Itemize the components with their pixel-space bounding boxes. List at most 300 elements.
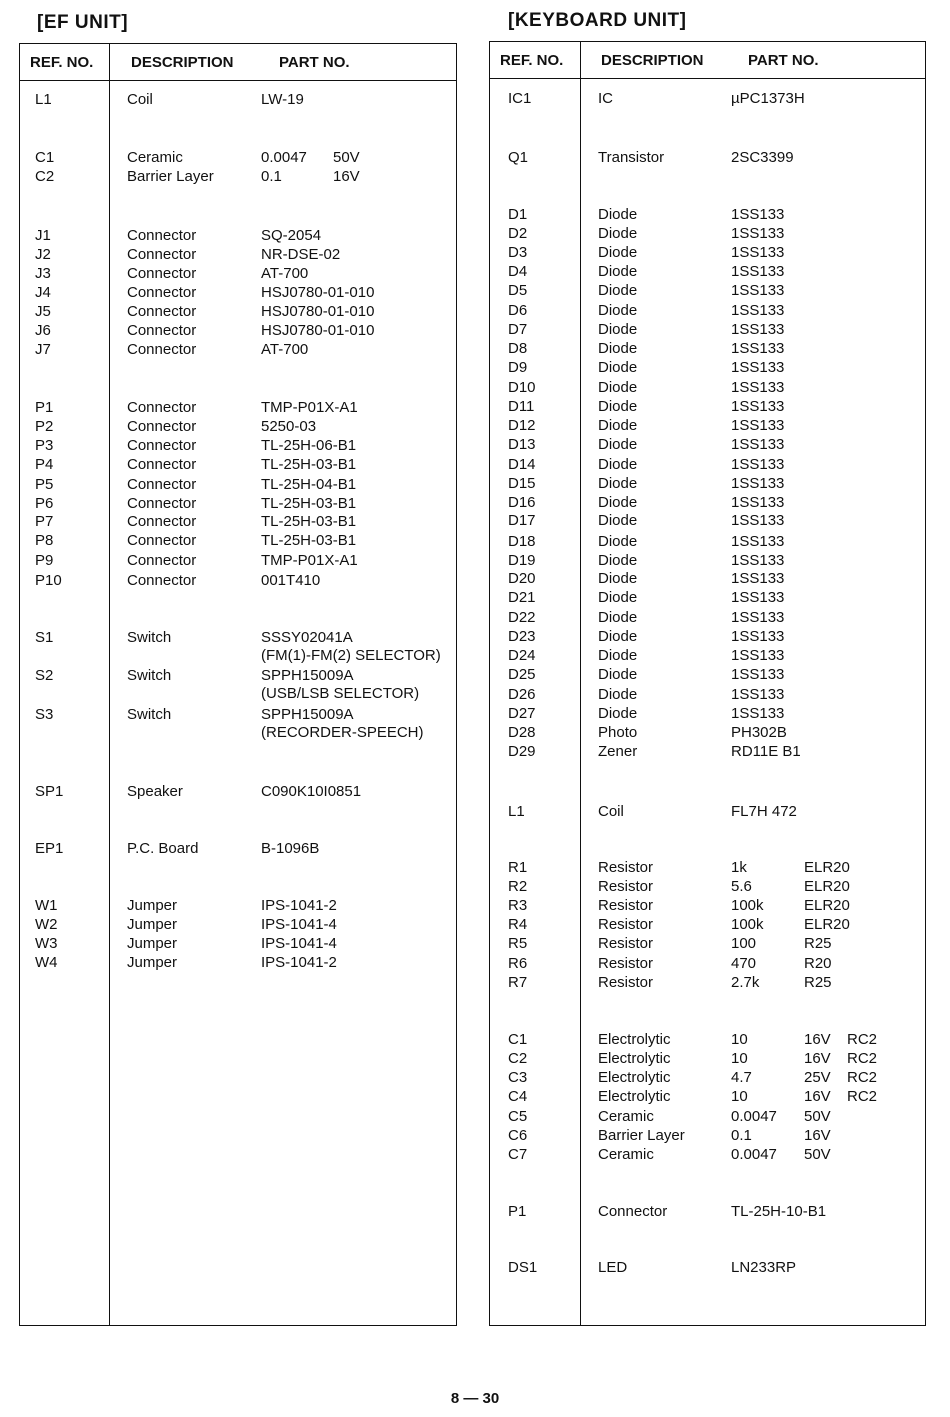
table-row bbox=[20, 646, 456, 665]
cell-part: TL-25H-03-B1 bbox=[261, 513, 357, 530]
cell-ref: R1 bbox=[508, 859, 528, 876]
table-row bbox=[490, 493, 925, 512]
kb-table-header bbox=[490, 42, 925, 79]
table-row bbox=[490, 896, 925, 915]
cell-part: AT-700 bbox=[261, 265, 309, 282]
cell-desc: Diode bbox=[598, 552, 638, 569]
cell-part: B-1096B bbox=[261, 840, 320, 857]
cell-ref: S3 bbox=[35, 706, 54, 723]
cell-desc: Connector bbox=[127, 495, 197, 512]
cell-desc: Diode bbox=[598, 340, 638, 357]
cell-part: (FM(1)-FM(2) SELECTOR) bbox=[261, 647, 441, 664]
kb-header-ref: REF. NO. bbox=[500, 52, 564, 69]
table-row bbox=[490, 569, 925, 588]
cell-desc: Diode bbox=[598, 302, 638, 319]
cell-desc: Electrolytic bbox=[598, 1031, 671, 1048]
cell-ref: D16 bbox=[508, 494, 536, 511]
table-row bbox=[20, 302, 456, 321]
cell-ref: P1 bbox=[35, 399, 54, 416]
table-row bbox=[490, 224, 925, 243]
table-row bbox=[490, 378, 925, 397]
cell-desc: Connector bbox=[127, 303, 197, 320]
cell-part: SPPH15009A bbox=[261, 706, 354, 723]
cell-part: 0.1 bbox=[731, 1127, 752, 1144]
cell-desc: Speaker bbox=[127, 783, 183, 800]
table-row bbox=[20, 475, 456, 494]
table-row bbox=[20, 90, 456, 109]
table-row bbox=[20, 953, 456, 972]
table-row bbox=[490, 1068, 925, 1087]
cell-ref: R3 bbox=[508, 897, 528, 914]
table-row bbox=[20, 571, 456, 590]
cell-ref: D23 bbox=[508, 628, 536, 645]
cell-part: 1SS133 bbox=[731, 628, 785, 645]
cell-part: PH302B bbox=[731, 724, 787, 741]
table-row bbox=[490, 301, 925, 320]
cell-v2: RC2 bbox=[847, 1088, 878, 1105]
table-row bbox=[490, 1030, 925, 1049]
cell-ref: P1 bbox=[508, 1203, 527, 1220]
cell-ref: IC1 bbox=[508, 90, 532, 107]
cell-part: 1SS133 bbox=[731, 436, 785, 453]
cell-part: HSJ0780-01-010 bbox=[261, 322, 375, 339]
cell-ref: J5 bbox=[35, 303, 51, 320]
cell-v1: R20 bbox=[804, 955, 832, 972]
cell-part: TMP-P01X-A1 bbox=[261, 552, 358, 569]
cell-desc: Switch bbox=[127, 706, 172, 723]
table-row bbox=[20, 915, 456, 934]
cell-ref: D2 bbox=[508, 225, 528, 242]
cell-part: 1SS133 bbox=[731, 570, 785, 587]
cell-part: SPPH15009A bbox=[261, 667, 354, 684]
cell-desc: Diode bbox=[598, 628, 638, 645]
cell-desc: Transistor bbox=[598, 149, 665, 166]
cell-ref: C5 bbox=[508, 1108, 528, 1125]
cell-part: 100k bbox=[731, 916, 764, 933]
cell-ref: D1 bbox=[508, 206, 528, 223]
cell-part: 1SS133 bbox=[731, 705, 785, 722]
ef-header-ref: REF. NO. bbox=[30, 54, 94, 71]
cell-part: 4.7 bbox=[731, 1069, 752, 1086]
cell-ref: C4 bbox=[508, 1088, 528, 1105]
ef-unit-table bbox=[19, 43, 457, 1326]
table-row bbox=[490, 1107, 925, 1126]
cell-v1: 16V bbox=[804, 1088, 831, 1105]
table-row bbox=[490, 455, 925, 474]
cell-ref: D14 bbox=[508, 456, 536, 473]
table-row bbox=[490, 1202, 925, 1221]
cell-ref: D28 bbox=[508, 724, 536, 741]
cell-desc: Diode bbox=[598, 359, 638, 376]
cell-ref: P4 bbox=[35, 456, 54, 473]
cell-desc: Resistor bbox=[598, 878, 654, 895]
table-row bbox=[490, 685, 925, 704]
cell-ref: J2 bbox=[35, 246, 51, 263]
table-row bbox=[490, 397, 925, 416]
cell-part: LW-19 bbox=[261, 91, 304, 108]
cell-part: IPS-1041-2 bbox=[261, 954, 337, 971]
table-row bbox=[20, 283, 456, 302]
cell-part: 1SS133 bbox=[731, 666, 785, 683]
cell-desc: Connector bbox=[127, 513, 197, 530]
cell-part: 1SS133 bbox=[731, 686, 785, 703]
cell-part: 1SS133 bbox=[731, 206, 785, 223]
cell-ref: S2 bbox=[35, 667, 54, 684]
table-row bbox=[20, 684, 456, 703]
table-row bbox=[490, 954, 925, 973]
cell-v1: 50V bbox=[804, 1146, 831, 1163]
cell-ref: P2 bbox=[35, 418, 54, 435]
cell-part: 1SS133 bbox=[731, 244, 785, 261]
cell-desc: Diode bbox=[598, 206, 638, 223]
cell-ref: W1 bbox=[35, 897, 58, 914]
cell-ref: J1 bbox=[35, 227, 51, 244]
cell-desc: Jumper bbox=[127, 916, 178, 933]
cell-part: 10 bbox=[731, 1050, 748, 1067]
table-row bbox=[490, 858, 925, 877]
cell-ref: C7 bbox=[508, 1146, 528, 1163]
table-row bbox=[490, 1126, 925, 1145]
cell-ref: Q1 bbox=[508, 149, 529, 166]
cell-desc: IC bbox=[598, 90, 613, 107]
cell-desc: Barrier Layer bbox=[127, 168, 214, 185]
cell-part: 1SS133 bbox=[731, 379, 785, 396]
cell-desc: Switch bbox=[127, 667, 172, 684]
cell-ref: R4 bbox=[508, 916, 528, 933]
keyboard-unit-table bbox=[489, 41, 926, 1326]
cell-part: C090K10I0851 bbox=[261, 783, 362, 800]
cell-ref: D8 bbox=[508, 340, 528, 357]
cell-desc: Resistor bbox=[598, 974, 654, 991]
cell-ref: C1 bbox=[508, 1031, 528, 1048]
cell-ref: D18 bbox=[508, 533, 536, 550]
cell-v1: R25 bbox=[804, 935, 832, 952]
cell-part: 001T410 bbox=[261, 572, 321, 589]
cell-v1: ELR20 bbox=[804, 859, 850, 876]
cell-desc: Connector bbox=[127, 437, 197, 454]
cell-ref: R2 bbox=[508, 878, 528, 895]
table-row bbox=[490, 474, 925, 493]
cell-part: 1SS133 bbox=[731, 417, 785, 434]
cell-ref: D24 bbox=[508, 647, 536, 664]
cell-part: 1SS133 bbox=[731, 512, 785, 529]
ef-header-part-no: PART NO. bbox=[279, 54, 350, 71]
cell-ref: D17 bbox=[508, 512, 536, 529]
table-row bbox=[490, 89, 925, 108]
cell-ref: L1 bbox=[508, 803, 525, 820]
cell-ref: C1 bbox=[35, 149, 55, 166]
table-row bbox=[20, 455, 456, 474]
table-row bbox=[20, 512, 456, 531]
cell-part: 0.0047 bbox=[261, 149, 307, 166]
cell-ref: C2 bbox=[35, 168, 55, 185]
kb-header-description: DESCRIPTION bbox=[601, 52, 704, 69]
cell-part: IPS-1041-4 bbox=[261, 916, 337, 933]
cell-part: 2SC3399 bbox=[731, 149, 794, 166]
cell-v1: 50V bbox=[804, 1108, 831, 1125]
cell-desc: Electrolytic bbox=[598, 1069, 671, 1086]
cell-part: TL-25H-03-B1 bbox=[261, 495, 357, 512]
cell-ref: D9 bbox=[508, 359, 528, 376]
cell-desc: Connector bbox=[127, 246, 197, 263]
cell-ref: D15 bbox=[508, 475, 536, 492]
cell-ref: D11 bbox=[508, 398, 535, 415]
table-row bbox=[490, 1258, 925, 1277]
cell-part: 1SS133 bbox=[731, 282, 785, 299]
cell-desc: Connector bbox=[127, 284, 197, 301]
cell-part: 1SS133 bbox=[731, 475, 785, 492]
cell-ref: D5 bbox=[508, 282, 528, 299]
cell-part: HSJ0780-01-010 bbox=[261, 303, 375, 320]
cell-part: NR-DSE-02 bbox=[261, 246, 341, 263]
cell-desc: Zener bbox=[598, 743, 638, 760]
table-row bbox=[490, 1145, 925, 1164]
table-row bbox=[20, 417, 456, 436]
cell-v1: 16V bbox=[804, 1127, 831, 1144]
cell-ref: D13 bbox=[508, 436, 536, 453]
ef-header-description: DESCRIPTION bbox=[131, 54, 234, 71]
table-row bbox=[490, 358, 925, 377]
cell-part: 470 bbox=[731, 955, 757, 972]
cell-part: 1SS133 bbox=[731, 589, 785, 606]
table-row bbox=[490, 435, 925, 454]
cell-part: 1SS133 bbox=[731, 340, 785, 357]
table-row bbox=[490, 627, 925, 646]
table-row bbox=[490, 802, 925, 821]
cell-desc: Photo bbox=[598, 724, 638, 741]
cell-ref: P10 bbox=[35, 572, 62, 589]
table-row bbox=[20, 148, 456, 167]
cell-desc: Ceramic bbox=[598, 1108, 654, 1125]
cell-part: 1SS133 bbox=[731, 302, 785, 319]
cell-v2: RC2 bbox=[847, 1069, 878, 1086]
cell-ref: S1 bbox=[35, 629, 54, 646]
ef-unit-title: [EF UNIT] bbox=[37, 12, 129, 33]
cell-part: 1SS133 bbox=[731, 533, 785, 550]
table-row bbox=[490, 665, 925, 684]
table-row bbox=[20, 896, 456, 915]
cell-ref: J4 bbox=[35, 284, 51, 301]
cell-ref: D27 bbox=[508, 705, 536, 722]
cell-part: 1SS133 bbox=[731, 647, 785, 664]
cell-ref: R7 bbox=[508, 974, 528, 991]
cell-desc: Diode bbox=[598, 666, 638, 683]
cell-desc: Connector bbox=[127, 399, 197, 416]
table-row bbox=[20, 398, 456, 417]
cell-v1: R25 bbox=[804, 974, 832, 991]
cell-desc: Connector bbox=[127, 456, 197, 473]
cell-desc: Diode bbox=[598, 686, 638, 703]
table-row bbox=[490, 148, 925, 167]
cell-part: LN233RP bbox=[731, 1259, 797, 1276]
table-row bbox=[490, 416, 925, 435]
table-row bbox=[490, 973, 925, 992]
cell-part: µPC1373H bbox=[731, 90, 805, 107]
cell-part: 1SS133 bbox=[731, 552, 785, 569]
table-row bbox=[490, 588, 925, 607]
cell-part: IPS-1041-4 bbox=[261, 935, 337, 952]
table-row bbox=[20, 839, 456, 858]
table-row bbox=[20, 436, 456, 455]
cell-desc: Diode bbox=[598, 533, 638, 550]
cell-desc: Connector bbox=[127, 265, 197, 282]
cell-ref: W2 bbox=[35, 916, 58, 933]
cell-v1: 25V bbox=[804, 1069, 831, 1086]
cell-ref: D29 bbox=[508, 743, 536, 760]
cell-ref: W4 bbox=[35, 954, 58, 971]
cell-desc: Connector bbox=[127, 341, 197, 358]
table-row bbox=[490, 915, 925, 934]
cell-ref: L1 bbox=[35, 91, 52, 108]
table-row bbox=[490, 934, 925, 953]
cell-desc: Jumper bbox=[127, 935, 178, 952]
cell-ref: D10 bbox=[508, 379, 536, 396]
cell-part: SQ-2054 bbox=[261, 227, 322, 244]
cell-ref: D6 bbox=[508, 302, 528, 319]
cell-desc: Coil bbox=[127, 91, 153, 108]
cell-desc: Diode bbox=[598, 244, 638, 261]
table-row bbox=[490, 877, 925, 896]
table-row bbox=[20, 321, 456, 340]
cell-part: TL-25H-04-B1 bbox=[261, 476, 357, 493]
cell-desc: Switch bbox=[127, 629, 172, 646]
cell-ref: R6 bbox=[508, 955, 528, 972]
table-row bbox=[490, 281, 925, 300]
table-row bbox=[490, 339, 925, 358]
cell-desc: Diode bbox=[598, 494, 638, 511]
page-number: 8 — 30 bbox=[450, 1390, 500, 1407]
cell-part: 1SS133 bbox=[731, 494, 785, 511]
cell-ref: W3 bbox=[35, 935, 58, 952]
table-row bbox=[490, 262, 925, 281]
table-row bbox=[490, 320, 925, 339]
cell-ref: C3 bbox=[508, 1069, 528, 1086]
cell-part: SSSY02041A bbox=[261, 629, 353, 646]
kb-header-part-no: PART NO. bbox=[748, 52, 819, 69]
cell-desc: Diode bbox=[598, 570, 638, 587]
cell-desc: Jumper bbox=[127, 897, 178, 914]
cell-part: 2.7k bbox=[731, 974, 760, 991]
cell-part: 100k bbox=[731, 897, 764, 914]
cell-part: FL7H 472 bbox=[731, 803, 797, 820]
table-row bbox=[20, 628, 456, 647]
table-row bbox=[490, 1087, 925, 1106]
cell-part: 0.0047 bbox=[731, 1108, 777, 1125]
cell-ref: D21 bbox=[508, 589, 536, 606]
cell-part: 5.6 bbox=[731, 878, 752, 895]
cell-ref: D20 bbox=[508, 570, 536, 587]
ef-table-header bbox=[20, 44, 456, 81]
cell-ref: D4 bbox=[508, 263, 528, 280]
cell-ref: P9 bbox=[35, 552, 54, 569]
cell-desc: Diode bbox=[598, 225, 638, 242]
cell-v1: ELR20 bbox=[804, 916, 850, 933]
cell-ref: P3 bbox=[35, 437, 54, 454]
table-row bbox=[20, 934, 456, 953]
keyboard-unit-title: [KEYBOARD UNIT] bbox=[508, 10, 687, 31]
table-row bbox=[20, 531, 456, 550]
cell-part: 1SS133 bbox=[731, 609, 785, 626]
cell-desc: Diode bbox=[598, 282, 638, 299]
cell-part: RD11E B1 bbox=[731, 743, 801, 760]
cell-desc: Resistor bbox=[598, 897, 654, 914]
cell-part: IPS-1041-2 bbox=[261, 897, 337, 914]
cell-ref: SP1 bbox=[35, 783, 64, 800]
table-row bbox=[20, 340, 456, 359]
cell-part: (RECORDER-SPEECH) bbox=[261, 724, 424, 741]
cell-desc: Coil bbox=[598, 803, 624, 820]
cell-part: 1SS133 bbox=[731, 398, 785, 415]
cell-ref: D12 bbox=[508, 417, 536, 434]
cell-ref: J7 bbox=[35, 341, 51, 358]
cell-ref: R5 bbox=[508, 935, 528, 952]
table-row bbox=[20, 245, 456, 264]
cell-desc: Diode bbox=[598, 398, 638, 415]
cell-desc: Connector bbox=[598, 1203, 668, 1220]
table-row bbox=[490, 551, 925, 570]
cell-v1: 50V bbox=[333, 149, 360, 166]
cell-ref: D26 bbox=[508, 686, 536, 703]
cell-part: 1SS133 bbox=[731, 321, 785, 338]
cell-v1: 16V bbox=[333, 168, 360, 185]
cell-ref: D7 bbox=[508, 321, 528, 338]
cell-desc: Ceramic bbox=[127, 149, 183, 166]
cell-v1: ELR20 bbox=[804, 878, 850, 895]
cell-part: 10 bbox=[731, 1088, 748, 1105]
cell-part: 1SS133 bbox=[731, 225, 785, 242]
cell-desc: Diode bbox=[598, 436, 638, 453]
table-row bbox=[20, 723, 456, 742]
table-row bbox=[490, 205, 925, 224]
cell-part: 100 bbox=[731, 935, 757, 952]
cell-ref: P7 bbox=[35, 513, 54, 530]
table-row bbox=[20, 264, 456, 283]
cell-part: 0.1 bbox=[261, 168, 282, 185]
table-row bbox=[20, 705, 456, 724]
cell-part: 0.0047 bbox=[731, 1146, 777, 1163]
table-row bbox=[490, 1049, 925, 1068]
table-row bbox=[490, 704, 925, 723]
cell-desc: Electrolytic bbox=[598, 1088, 671, 1105]
cell-ref: J6 bbox=[35, 322, 51, 339]
cell-part: TMP-P01X-A1 bbox=[261, 399, 358, 416]
cell-ref: P5 bbox=[35, 476, 54, 493]
cell-part: 1SS133 bbox=[731, 263, 785, 280]
cell-desc: Diode bbox=[598, 379, 638, 396]
cell-desc: Jumper bbox=[127, 954, 178, 971]
cell-desc: Connector bbox=[127, 322, 197, 339]
cell-desc: Barrier Layer bbox=[598, 1127, 685, 1144]
cell-desc: Diode bbox=[598, 321, 638, 338]
cell-desc: Diode bbox=[598, 589, 638, 606]
cell-v1: 16V bbox=[804, 1050, 831, 1067]
cell-v2: RC2 bbox=[847, 1031, 878, 1048]
cell-part: HSJ0780-01-010 bbox=[261, 284, 375, 301]
cell-ref: DS1 bbox=[508, 1259, 538, 1276]
cell-part: TL-25H-03-B1 bbox=[261, 532, 357, 549]
table-row bbox=[490, 511, 925, 530]
cell-part: TL-25H-03-B1 bbox=[261, 456, 357, 473]
cell-part: 1SS133 bbox=[731, 359, 785, 376]
cell-part: 10 bbox=[731, 1031, 748, 1048]
cell-desc: Connector bbox=[127, 532, 197, 549]
cell-v1: 16V bbox=[804, 1031, 831, 1048]
table-row bbox=[20, 782, 456, 801]
cell-part: TL-25H-10-B1 bbox=[731, 1203, 827, 1220]
cell-desc: Resistor bbox=[598, 955, 654, 972]
table-row bbox=[20, 551, 456, 570]
cell-desc: Diode bbox=[598, 512, 638, 529]
